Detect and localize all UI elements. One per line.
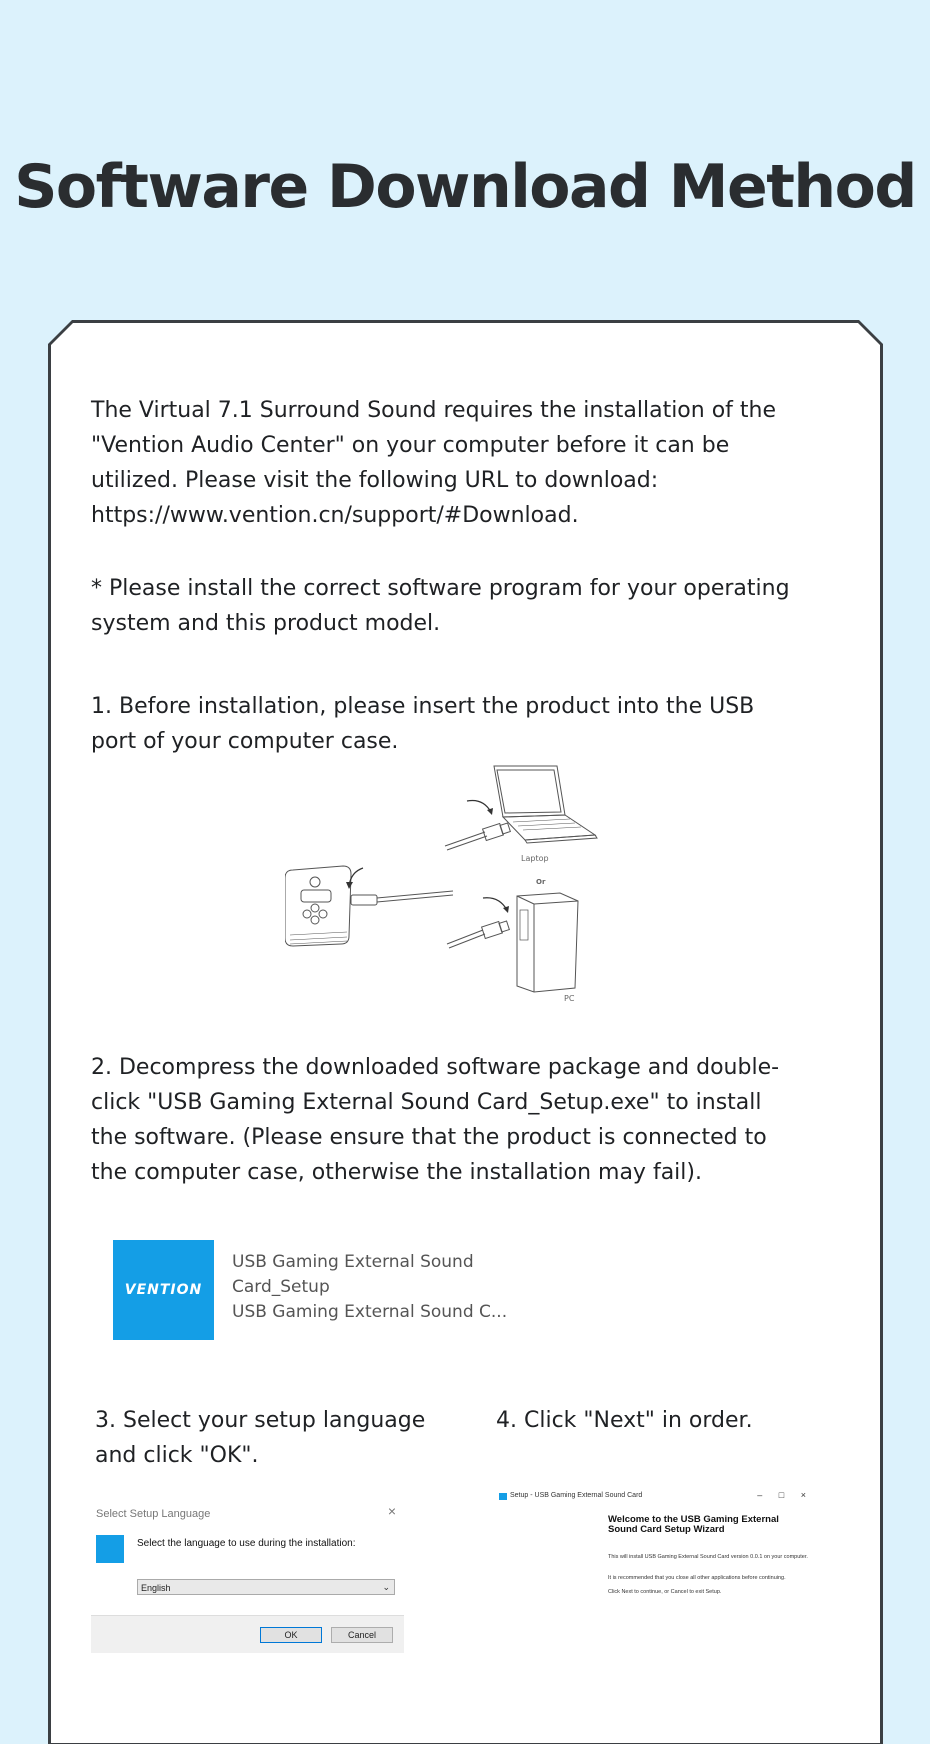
dialog-message: Select the language to use during the installation: — [137, 1538, 356, 1549]
intro-text: The Virtual 7.1 Surround Sound requires the installation of the "Vention Audio Center" on your computer before it can be utilized. Please visit the following URL to download: https://www.vention.cn/support/#Download. — [91, 398, 777, 528]
language-select[interactable] — [137, 1579, 395, 1595]
usb-plug-icon — [445, 823, 510, 850]
vention-app-icon — [96, 1535, 124, 1563]
pc-tower-icon — [517, 893, 578, 992]
sound-card-device-icon — [285, 866, 351, 946]
chevron-down-icon: ⌄ — [382, 1582, 390, 1592]
window-controls — [743, 1490, 806, 1500]
wizard-text-1: This will install USB Gaming External Sound Card version 0.0.1 on your computer. — [608, 1554, 808, 1560]
usb-plug-icon — [447, 921, 509, 948]
wizard-text-2: It is recommended that you close all other applications before continuing. — [608, 1575, 786, 1581]
file-name-line-2: Card_Setup — [232, 1277, 330, 1297]
close-icon[interactable]: × — [387, 1503, 396, 1519]
setup-wizard-window — [496, 1489, 806, 1609]
arrow-head-icon — [487, 808, 493, 815]
wizard-text-3: Click Next to continue, or Cancel to exit Setup. — [608, 1589, 722, 1595]
cancel-button[interactable]: Cancel — [331, 1627, 393, 1643]
step-2-text: 2. Decompress the downloaded software package and double-click "USB Gaming External Sound Card_Setup.exe" to install the software. (Please ensure that the product is connected to the computer case, otherwise the installation may fail). — [91, 1055, 780, 1185]
arrow-head-icon — [503, 906, 509, 913]
wizard-title: Setup - USB Gaming External Sound Card — [510, 1492, 643, 1499]
page-title: Software Download Method — [14, 152, 916, 222]
close-icon[interactable]: × — [800, 1490, 806, 1500]
file-description: USB Gaming External Sound C... — [232, 1302, 508, 1322]
select-language-dialog — [91, 1497, 404, 1652]
dialog-footer — [91, 1615, 404, 1653]
laptop-label: Laptop — [521, 854, 549, 863]
minimize-icon[interactable]: – — [757, 1490, 763, 1500]
step-1-text: 1. Before installation, please insert the product into the USB port of your computer case. — [91, 694, 755, 754]
dialog-title: Select Setup Language — [96, 1508, 211, 1520]
file-name-line-1: USB Gaming External Sound — [232, 1252, 474, 1272]
pc-label: PC — [564, 994, 575, 1003]
note-text: * Please install the correct software program for your operating system and this product model. — [91, 576, 790, 636]
usb-c-cable-icon — [351, 891, 453, 905]
setup-file-icon[interactable] — [113, 1240, 214, 1340]
arrow-head-icon — [346, 882, 353, 889]
maximize-icon[interactable]: □ — [778, 1490, 785, 1500]
ok-button[interactable]: OK — [260, 1627, 322, 1643]
selected-language: English — [141, 1583, 171, 1593]
setup-file-details[interactable] — [232, 1250, 507, 1325]
step-3-text: 3. Select your setup language and click "OK". — [95, 1408, 426, 1468]
step-4-text: 4. Click "Next" in order. — [496, 1408, 753, 1433]
setup-app-icon — [499, 1493, 507, 1500]
connection-illustration — [285, 760, 605, 1010]
wizard-heading: Welcome to the USB Gaming External Sound Card Setup Wizard — [608, 1514, 779, 1535]
or-label: Or — [536, 878, 546, 886]
vention-logo: VENTION — [124, 1282, 203, 1298]
